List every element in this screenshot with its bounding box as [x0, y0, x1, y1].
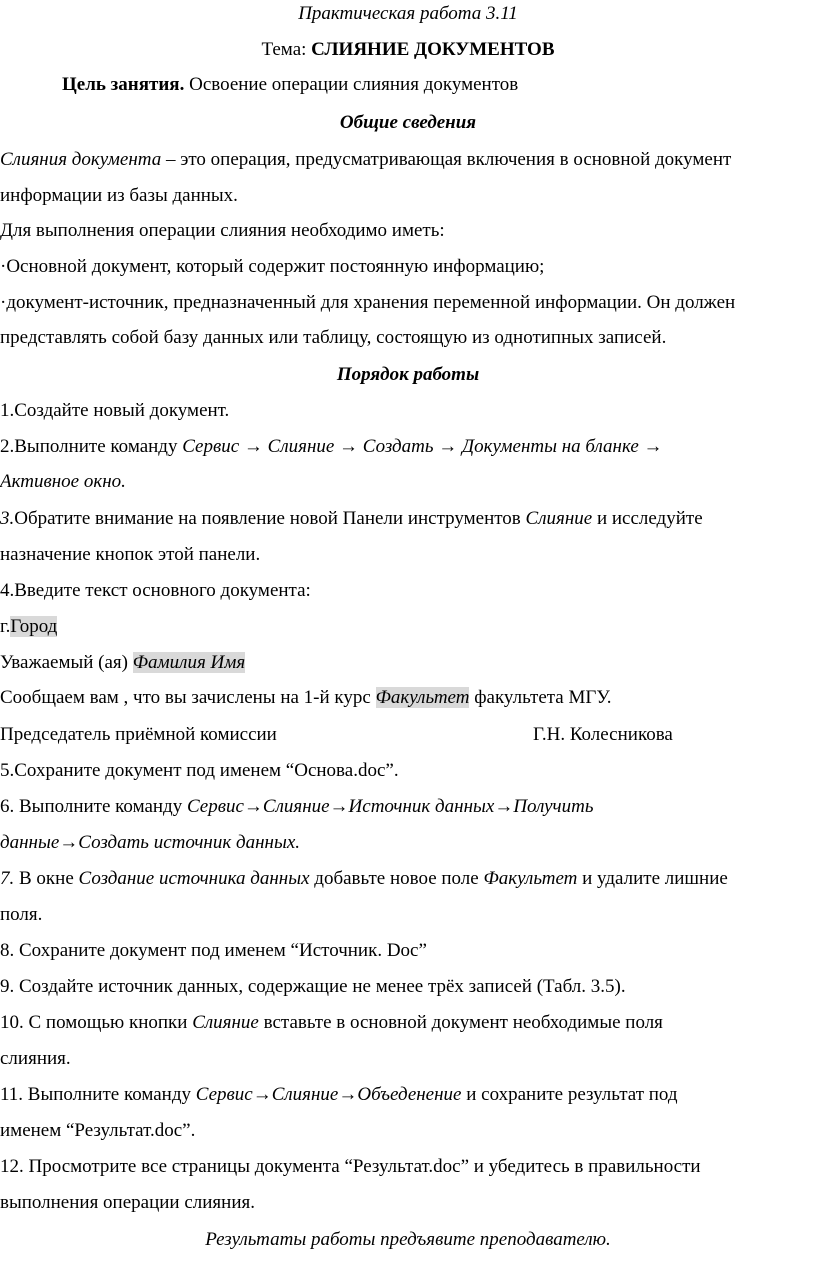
- step-7-text-c: и удалите лишние: [582, 868, 728, 889]
- step-7-term-2: Факультет: [483, 868, 578, 889]
- merge-field-name: Фамилия Имя: [132, 652, 246, 673]
- step-11-command: Сервис→Слияние→Объеденение: [195, 1084, 462, 1105]
- step-7-text-a: В окне: [19, 868, 74, 889]
- step-1: 1.Создайте новый документ.: [0, 400, 230, 421]
- doc-title: Практическая работа 3.11: [298, 3, 518, 24]
- step-12-line2: выполнения операции слияния.: [0, 1192, 255, 1213]
- step-3-line2: назначение кнопок этой панели.: [0, 544, 261, 565]
- step-3-text-a: Обратите внимание на появление новой Панели инструментов: [14, 508, 521, 529]
- letter-greeting-text: Уважаемый (ая): [0, 652, 128, 673]
- step-11-line1: [0, 1084, 678, 1106]
- need-intro: Для выполнения операции слияния необходимо иметь:: [0, 220, 445, 241]
- letter-body-a: Сообщаем вам , что вы зачислены на 1-й курс: [0, 687, 371, 708]
- step-10-line1: [0, 1012, 663, 1034]
- step-11-text-a: 11. Выполните команду: [0, 1084, 192, 1105]
- need-item-2-line1: ·документ-источник, предназначенный для хранения переменной информации. Он должен: [0, 292, 736, 313]
- merge-field-city: Город: [10, 616, 58, 637]
- letter-body: [0, 687, 611, 709]
- step-7-num: 7.: [0, 868, 15, 889]
- step-7-text-b: добавьте новое поле: [314, 868, 479, 889]
- step-8: 8. Сохраните документ под именем “Источник. Doc”: [0, 940, 427, 961]
- definition-line2: информации из базы данных.: [0, 185, 238, 206]
- step-9: 9. Создайте источник данных, содержащие не менее трёх записей (Табл. 3.5).: [0, 976, 626, 997]
- step-6-line1: [0, 796, 593, 818]
- step-3-text-b: и исследуйте: [596, 508, 703, 529]
- step-12-line1: 12. Просмотрите все страницы документа “Результат.doc” и убедитесь в правильности: [0, 1156, 701, 1177]
- closing-note: Результаты работы предъявите преподавателю.: [205, 1229, 611, 1250]
- letter-signer-name: Г.Н. Колесникова: [533, 724, 673, 745]
- step-10-text-a: 10. С помощью кнопки: [0, 1012, 188, 1033]
- step-2-command: Сервис → Слияние → Создать → Документы на бланке →: [182, 436, 663, 457]
- letter-signer-title: Председатель приёмной комиссии: [0, 724, 277, 745]
- general-heading: Общие сведения: [339, 112, 477, 133]
- step-11-line2: именем “Результат.doc”.: [0, 1120, 196, 1141]
- merge-field-faculty: Факультет: [375, 687, 470, 708]
- step-6-prefix: 6. Выполните команду: [0, 796, 183, 817]
- need-item-2-line2: представлять собой базу данных или таблицу, состоящую из однотипных записей.: [0, 327, 667, 348]
- goal-label: Цель занятия.: [62, 74, 185, 95]
- topic-line: [0, 39, 816, 61]
- step-4: 4.Введите текст основного документа:: [0, 580, 311, 601]
- procedure-heading: Порядок работы: [336, 364, 480, 385]
- letter-body-b: факультета МГУ.: [474, 687, 612, 708]
- step-11-text-b: и сохраните результат под: [466, 1084, 678, 1105]
- definition-term: Слияния документа –: [0, 149, 176, 170]
- step-2-line1: [0, 436, 663, 458]
- definition-line1: [0, 149, 731, 171]
- need-item-1: ·Основной документ, который содержит постоянную информацию;: [0, 256, 545, 277]
- step-7-line2: поля.: [0, 904, 43, 925]
- step-2-line2: Активное окно.: [0, 471, 126, 492]
- step-10-text-b: вставьте в основной документ необходимые поля: [263, 1012, 663, 1033]
- letter-city-prefix: г.: [0, 616, 11, 637]
- step-7-line1: [0, 868, 728, 890]
- step-2-prefix: 2.Выполните команду: [0, 436, 178, 457]
- step-5: 5.Сохраните документ под именем “Основа.doc”.: [0, 760, 399, 781]
- goal-line: [62, 74, 518, 96]
- letter-greeting: [0, 652, 245, 674]
- topic-name: СЛИЯНИЕ ДОКУМЕНТОВ: [311, 39, 555, 60]
- step-7-term-1: Создание источника данных: [78, 868, 310, 889]
- step-3-term: Слияние: [525, 508, 593, 529]
- step-10-term: Слияние: [192, 1012, 259, 1033]
- step-10-line2: слияния.: [0, 1048, 71, 1069]
- goal-text: Освоение операции слияния документов: [189, 74, 519, 95]
- step-3-line1: [0, 508, 703, 530]
- topic-label: Тема:: [261, 39, 307, 60]
- definition-text: это операция, предусматривающая включения в основной документ: [180, 149, 732, 170]
- step-6-command: Сервис→Слияние→Источник данных→Получить: [186, 796, 594, 817]
- letter-city: [0, 616, 57, 638]
- step-6-line2: данные→Создать источник данных.: [0, 832, 301, 853]
- step-3-num: 3.: [0, 508, 15, 529]
